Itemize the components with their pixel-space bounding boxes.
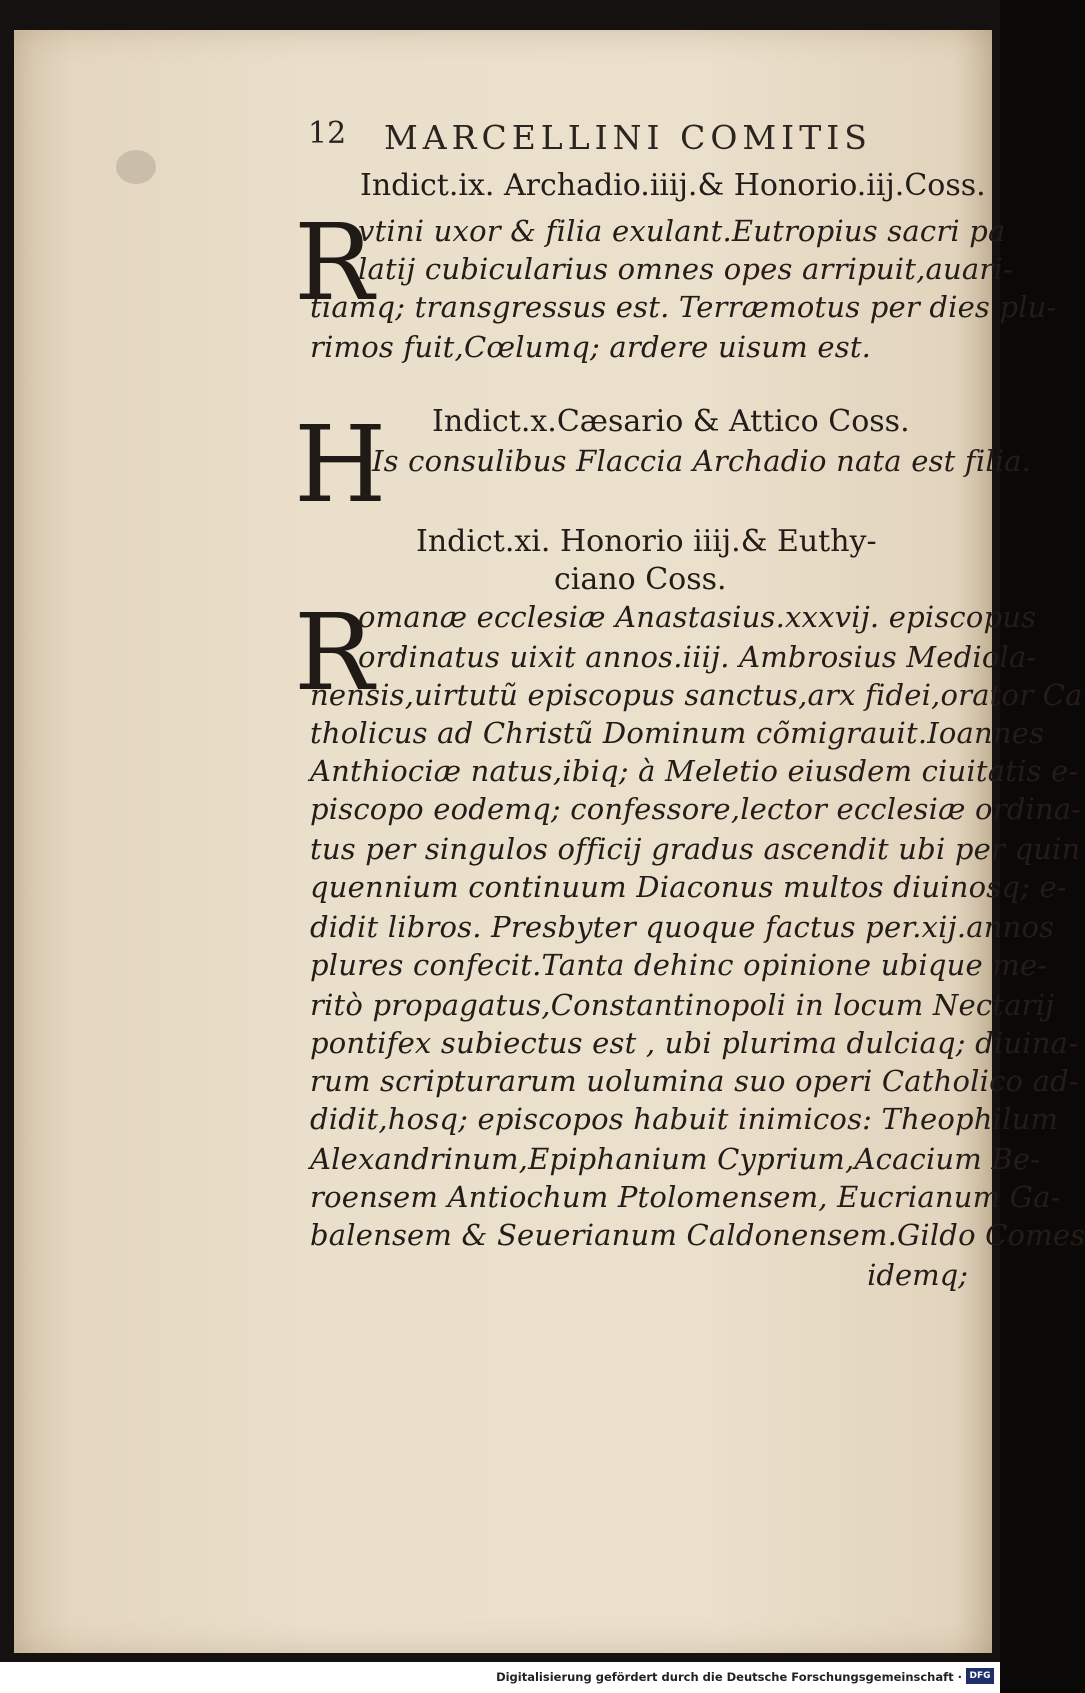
drop-cap: R [294, 201, 374, 324]
text-line: tiamq; transgressus est. Terræmotus per dies plu- [310, 290, 1057, 324]
footer-credit: Digitalisierung gefördert durch die Deutsche Forschungsgemeinschaft · [496, 1670, 962, 1684]
section-heading: ciano Coss. [554, 562, 727, 597]
running-head-title: MARCELLINI COMITIS [384, 118, 872, 157]
text-line: didit,hosq; episcopos habuit inimicos: Theophilum [310, 1102, 1059, 1136]
drop-cap: R [294, 591, 374, 714]
text-line: vtini uxor & filia exulant.Eutropius sacri pa [358, 214, 1006, 248]
text-line: Alexandrinum,Epiphanium Cyprium,Acacium Be- [310, 1142, 1041, 1176]
text-line: Anthiociæ natus,ibiq; à Meletio eiusdem ciuitatis e- [310, 754, 1079, 788]
text-line: latij cubicularius omnes opes arripuit,auari- [358, 252, 1013, 286]
text-line: plures confecit.Tanta dehinc opinione ubique me- [310, 948, 1048, 982]
text-line: tholicus ad Christũ Dominum cõmigrauit.Ioannes [310, 716, 1045, 750]
section-heading: Indict.xi. Honorio iiij.& Euthy- [416, 524, 877, 559]
text-line: omanæ ecclesiæ Anastasius.xxxvij. episcopus [358, 600, 1037, 634]
section-heading: Indict.ix. Archadio.iiij.& Honorio.iij.Coss. [360, 168, 986, 203]
dfg-logo: DFG [966, 1668, 994, 1684]
text-line: Is consulibus Flaccia Archadio nata est filia. [372, 444, 1032, 478]
text-line: quennium continuum Diaconus multos diuinosq; e- [310, 870, 1067, 904]
text-line: ordinatus uixit annos.iiij. Ambrosius Mediola- [358, 640, 1037, 674]
drop-cap: H [294, 403, 387, 526]
text-line: rum scripturarum uolumina suo operi Catholico ad- [310, 1064, 1079, 1098]
footer-bar [0, 1662, 1000, 1693]
page-stain [116, 150, 156, 184]
text-line: tus per singulos officij gradus ascendit ubi per quin [310, 832, 1081, 866]
text-line: pontifex subiectus est , ubi plurima dulciaq; diuina- [310, 1026, 1079, 1060]
catchword: idemq; [867, 1258, 968, 1292]
text-line: didit libros. Presbyter quoque factus per.xij.annos [310, 910, 1055, 944]
text-line: piscopo eodemq; confessore,lector ecclesiæ ordina- [310, 792, 1082, 826]
text-line: nensis,uirtutũ episcopus sanctus,arx fidei,orator Ca [310, 678, 1083, 712]
page-number: 12 [308, 116, 347, 151]
text-line: ritò propagatus,Constantinopoli in locum Nectarij [310, 988, 1055, 1022]
section-heading: Indict.x.Cæsario & Attico Coss. [432, 404, 910, 439]
text-line: roensem Antiochum Ptolomensem, Eucrianum Ga- [310, 1180, 1061, 1214]
text-line: balensem & Seuerianum Caldonensem.Gildo Comes [310, 1218, 1085, 1252]
text-line: rimos fuit,Cœlumq; ardere uisum est. [310, 330, 872, 364]
